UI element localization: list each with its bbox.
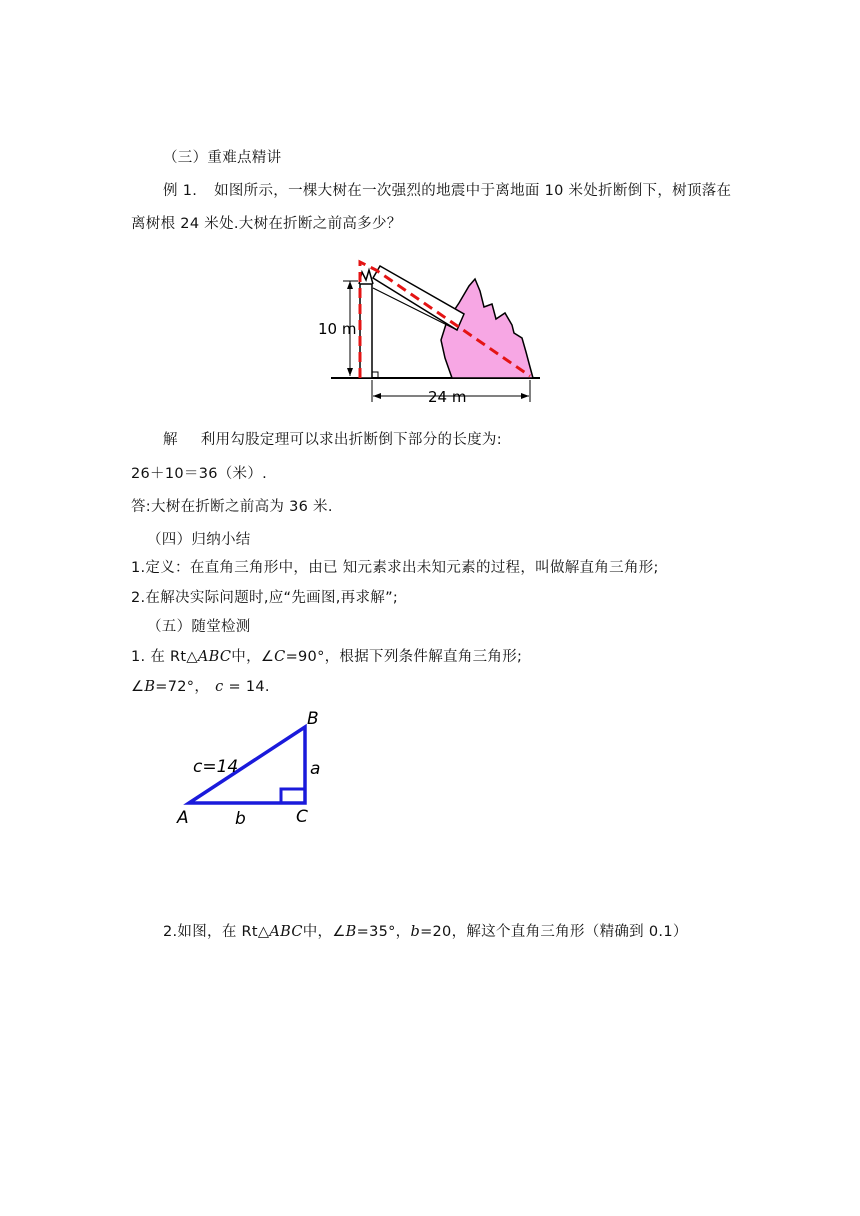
- q2-mid: 中，∠: [302, 924, 346, 940]
- solution-label: 解: [163, 432, 178, 448]
- q2-mid2: =35°，: [356, 924, 411, 940]
- q1-mid: 中，∠: [231, 649, 275, 665]
- summary-item-2: 2.在解决实际问题时,应“先画图,再求解”;: [131, 590, 399, 606]
- solution-text: 利用勾股定理可以求出折断倒下部分的长度为:: [200, 432, 502, 448]
- triangle-label-a: a: [310, 759, 321, 779]
- q1-cond-angle: ∠: [131, 679, 145, 695]
- height-label: 10 m: [318, 320, 357, 338]
- q1-cond-end: = 14.: [223, 679, 270, 695]
- q1-cond-b: B: [144, 679, 156, 695]
- example-1-line-2: 离树根 24 米处.大树在折断之前高多少？: [131, 216, 402, 232]
- q2-bvar: b: [410, 924, 421, 940]
- base-label: 24 m: [428, 388, 467, 406]
- q2-prefix: 2.如图，在 Rt△: [163, 924, 270, 940]
- q1-cond-c: c: [215, 679, 224, 695]
- triangle-label-C: C: [296, 807, 308, 827]
- section-heading-4: （四）归纳小结: [147, 532, 251, 548]
- triangle-right-angle: [281, 789, 305, 803]
- q2-abc: ABC: [269, 924, 303, 940]
- triangle-label-c: c=14: [193, 757, 239, 777]
- question-2: [163, 920, 688, 941]
- q1-c: C: [274, 649, 286, 665]
- example-text-1: 如图所示，一棵大树在一次强烈的地震中于离地面 10 米处折断倒下，树顶落在: [214, 183, 732, 199]
- summary-item-1: 1.定义：在直角三角形中，由已 知元素求出未知元素的过程，叫做解直角三角形;: [131, 560, 659, 576]
- section-heading-3: （三）重难点精讲: [163, 150, 282, 166]
- q1-rest: =90°，根据下列条件解直角三角形;: [285, 649, 523, 665]
- q1-prefix: 1. 在 Rt△: [131, 649, 198, 665]
- answer-line: 答:大树在折断之前高为 36 米.: [131, 499, 333, 515]
- triangle-label-A: A: [177, 808, 189, 828]
- example-label: 例 1.: [163, 183, 198, 199]
- q2-b: B: [345, 924, 357, 940]
- calculation-line: 26＋10＝36（米）.: [131, 466, 268, 482]
- q1-cond-val: =72°，: [155, 679, 210, 695]
- triangle-label-b: b: [235, 809, 246, 829]
- q1-abc: ABC: [197, 649, 232, 665]
- q2-rest: =20，解这个直角三角形（精确到 0.1）: [420, 924, 688, 940]
- triangle-label-B: B: [307, 709, 319, 729]
- section-heading-5: （五）随堂检测: [147, 619, 251, 635]
